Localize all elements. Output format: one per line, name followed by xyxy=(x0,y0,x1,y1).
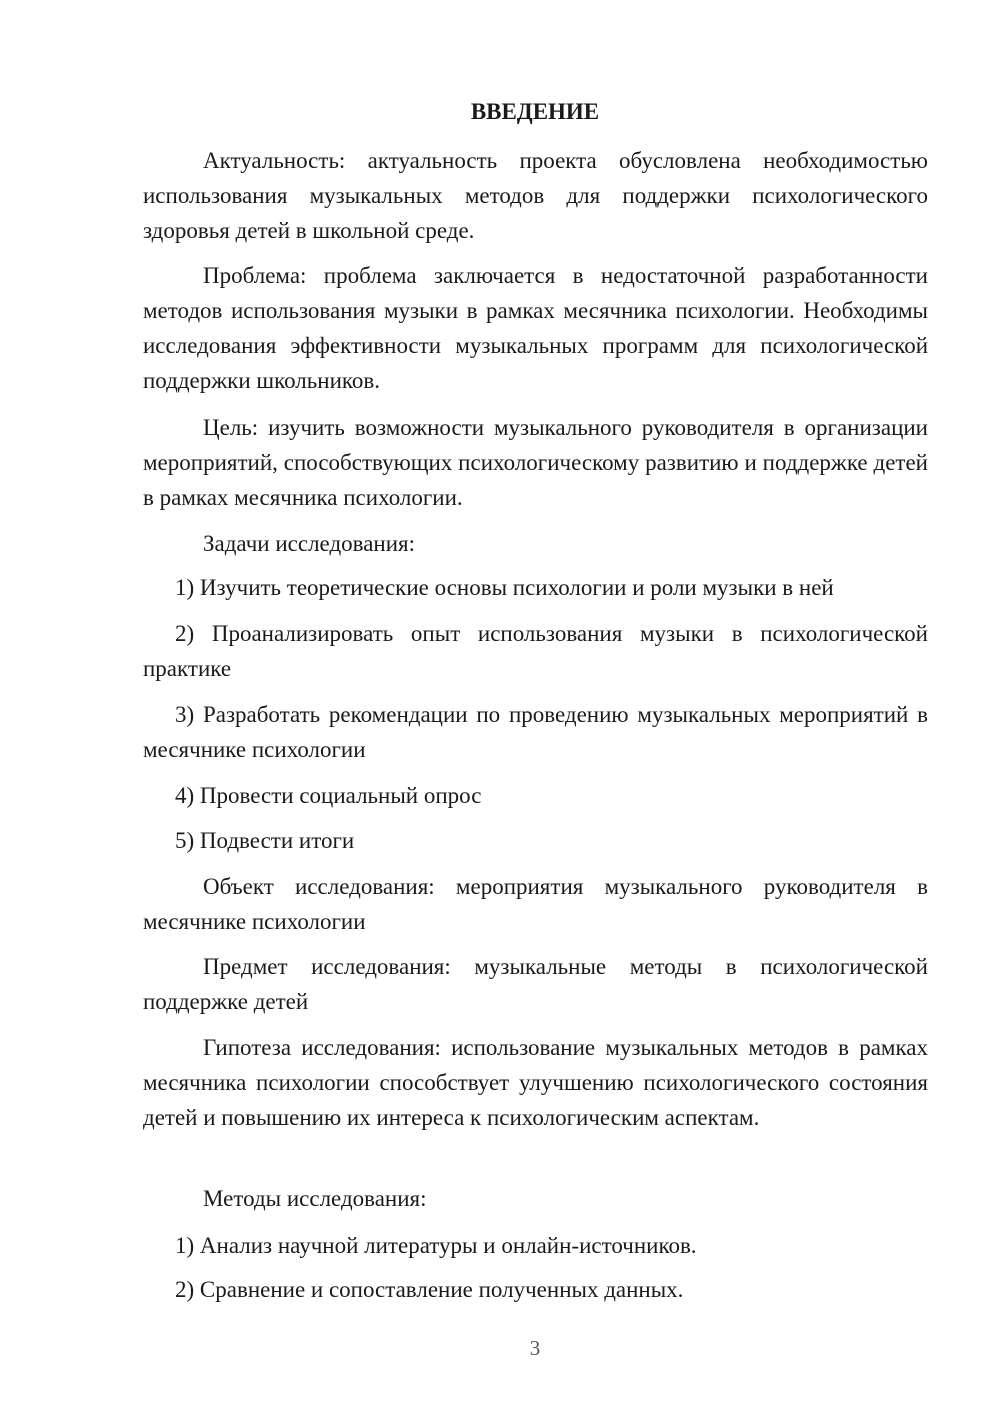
tasks-title: Задачи исследования: xyxy=(203,531,416,556)
task-item: 4) Провести социальный опрос xyxy=(175,783,482,808)
paragraph-relevance: Актуальность: актуальность проекта обусловлена необходимостью использования музыкальных методов для поддержки психологического здоровья детей в школьной среде. xyxy=(143,148,928,243)
paragraph-goal: Цель: изучить возможности музыкального руководителя в организации мероприятий, способствующих психологическому развитию и поддержке детей в рамках месячника психологии. xyxy=(143,415,928,510)
method-item: 2) Сравнение и сопоставление полученных данных. xyxy=(175,1277,684,1302)
task-item: 1) Изучить теоретические основы психологии и роли музыки в ней xyxy=(175,575,834,600)
paragraph-subject: Предмет исследования: музыкальные методы в психологической поддержке детей xyxy=(143,954,928,1014)
page-number: 3 xyxy=(529,1336,541,1360)
task-item: 2) Проанализировать опыт использования музыки в психологической практике xyxy=(143,621,928,681)
paragraph-problem: Проблема: проблема заключается в недостаточной разработанности методов использования музыки в рамках месячника психологии. Необходимы исследования эффективности музыкальных программ для психологической поддержки школьников. xyxy=(143,263,928,393)
paragraph-object: Объект исследования: мероприятия музыкального руководителя в месячнике психологии xyxy=(143,874,928,934)
paragraph-hypothesis: Гипотеза исследования: использование музыкальных методов в рамках месячника психологии способствует улучшению психологического состояния детей и повышению их интереса к психологическим аспектам. xyxy=(143,1035,928,1130)
methods-title: Методы исследования: xyxy=(203,1186,427,1211)
task-item: 5) Подвести итоги xyxy=(175,828,355,853)
method-item: 1) Анализ научной литературы и онлайн-источников. xyxy=(175,1233,697,1258)
page-title: ВВЕДЕНИЕ xyxy=(470,99,600,124)
task-item: 3) Разработать рекомендации по проведению музыкальных мероприятий в месячнике психологии xyxy=(143,702,928,762)
